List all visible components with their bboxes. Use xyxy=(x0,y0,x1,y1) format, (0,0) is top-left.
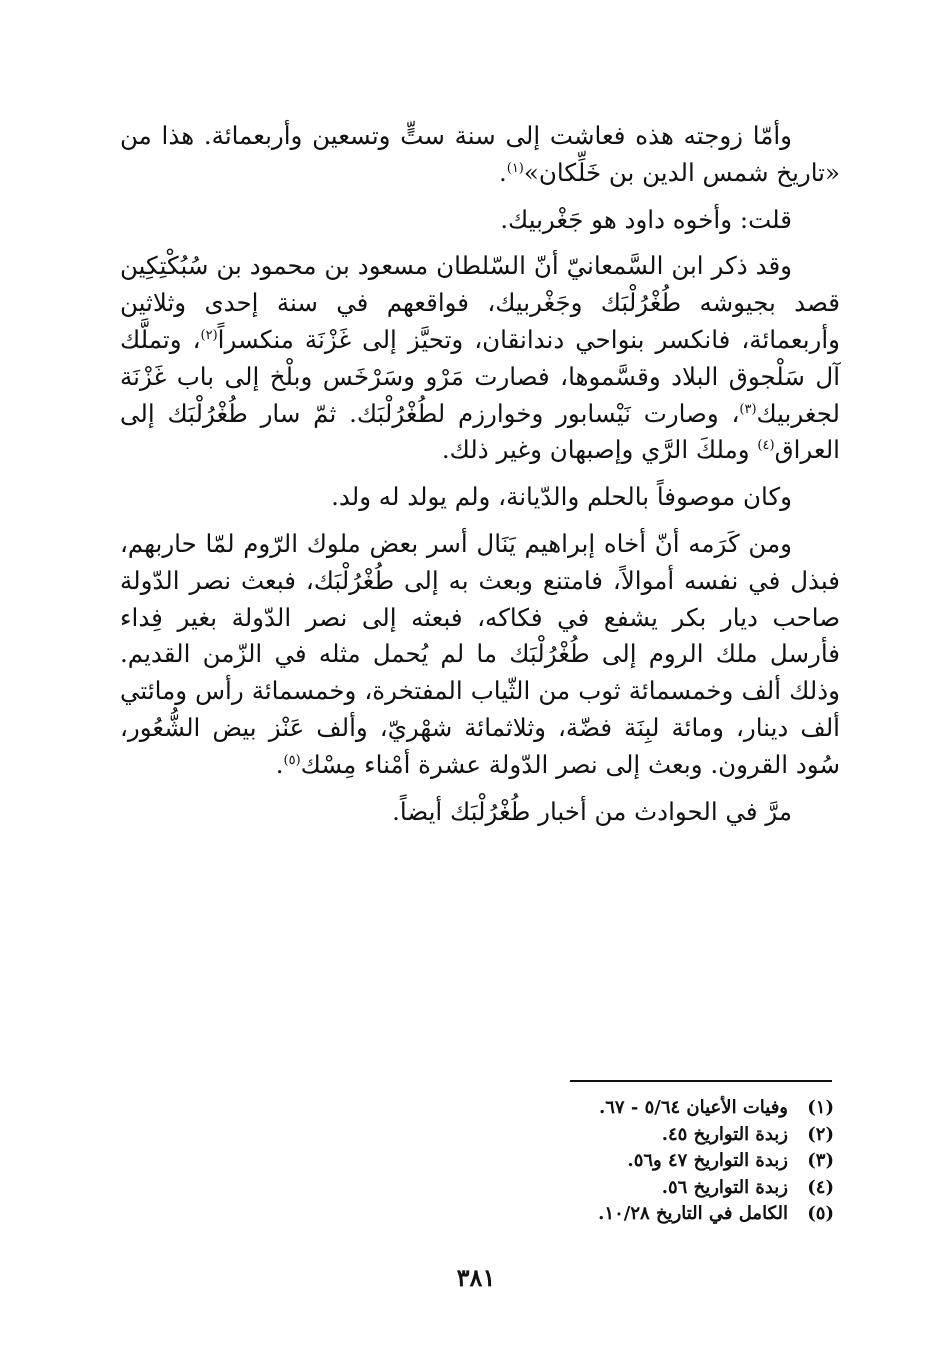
footnote-4 xyxy=(334,1175,834,1202)
footnote-number: (٤) xyxy=(807,1176,834,1198)
paragraph-2: قلت: وأخوه داود هو جَغْربيك. xyxy=(500,204,792,234)
footnote-2 xyxy=(334,1122,834,1149)
footnote-number: (٥) xyxy=(807,1203,834,1224)
paragraph-3-part-c: ، وصارت نَيْسابور وخوارزم لطُغْرُلْبَك. ثمّ سار طُغْرُلْبَك إلى العراق xyxy=(120,398,840,465)
footnote-text: زبدة التواريخ ٤٥. xyxy=(661,1123,788,1145)
main-text xyxy=(120,118,840,840)
footnote-number: (١) xyxy=(807,1097,834,1118)
paragraph-5 xyxy=(120,526,840,784)
footnote-ref-3: (٣) xyxy=(739,401,757,417)
paragraph-5-text: ومن كَرَمه أنّ أخاه إبراهيم يَنَال أسر بعض ملوك الرّوم لمّا حاربهم، فبذل في نفسه أموالاً، فامتنع وبعث به إلى طُغْرُلْبَك، فبعث نصر الدّولة صاحب ديار بكر يشفع في فكاكه، فبعثه إلى نصر الدّولة بغير فِداء فأرسل ملك الروم إلى طُغْرُلْبَك ما لم يُحمل مثله في الزّمن القديم. وذلك ألف وخمسمائة ثوب من الثّياب المفتخرة، وخمسمائة رأس ومائتي ألف دينار، ومائة لبِنَة فضّة، وثلاثمائة شهْريّ، وألف عَنْز بيض الشُّعُور، سُود القرون. وبعث إلى نصر الدّولة عشرة أمْناء مِسْك xyxy=(120,528,840,779)
footnote-ref-4: (٤) xyxy=(757,438,775,454)
footnote-ref-2: (٢) xyxy=(200,327,218,343)
paragraph-3 xyxy=(120,248,840,469)
footnote-divider xyxy=(570,1080,832,1082)
footnote-ref-1: (١) xyxy=(506,160,524,176)
paragraph-5-end: . xyxy=(275,749,284,779)
page-number: ٣٨١ xyxy=(456,1263,496,1292)
footnote-5 xyxy=(334,1201,834,1228)
footnote-text: الكامل في التاريخ ١٠/٢٨. xyxy=(598,1203,788,1224)
paragraph-6: مرَّ في الحوادث من أخبار طُغْرُلْبَك أيضاً. xyxy=(392,796,792,826)
paragraph-4: وكان موصوفاً بالحلم والدّيانة، ولم يولد له ولد. xyxy=(331,482,792,512)
footnote-number: (٢) xyxy=(807,1123,834,1145)
paragraph-3-part-a: وقد ذكر ابن السَّمعانيّ أنّ السّلطان مسعود بن محمود بن سُبُكْتِكِين قصد بجيوشه طُغْرُلْبَك وجَغْربيك، فواقعهم في سنة إحدى وثلاثين وأربعمائة، فانكسر بنواحي دندانقان، وتحيَّز إلى غَزْنَة منكسراً xyxy=(120,251,840,354)
paragraph-1-end: . xyxy=(498,157,507,187)
footnote-ref-5: (٥) xyxy=(283,752,301,768)
footnote-3 xyxy=(334,1148,834,1175)
footnote-text: زبدة التواريخ ٤٧ و٥٦. xyxy=(627,1150,788,1171)
footnote-text: وفيات الأعيان ٥/٦٤ - ٦٧. xyxy=(598,1097,788,1118)
footnotes xyxy=(334,1095,834,1228)
footnote-1 xyxy=(334,1095,834,1122)
footnote-number: (٣) xyxy=(807,1150,834,1171)
footnote-text: زبدة التواريخ ٥٦. xyxy=(661,1176,788,1198)
paragraph-3-part-d: وملكَ الرَّي وإصبهان وغير ذلك. xyxy=(441,435,758,465)
paragraph-1 xyxy=(120,118,840,192)
paragraph-1-text: وأمّا زوجته هذه فعاشت إلى سنة ستٍّ وتسعين وأربعمائة. هذا من «تاريخ شمس الدين بن خَلِّكان» xyxy=(120,121,840,187)
paragraph-3-part-b: ، وتملَّك آل سَلْجوق البلاد وقسَّموها، فصارت مَرْو وسَرْخَس وبلْخ إلى باب غَزْنَة لجغربيك xyxy=(120,324,840,428)
